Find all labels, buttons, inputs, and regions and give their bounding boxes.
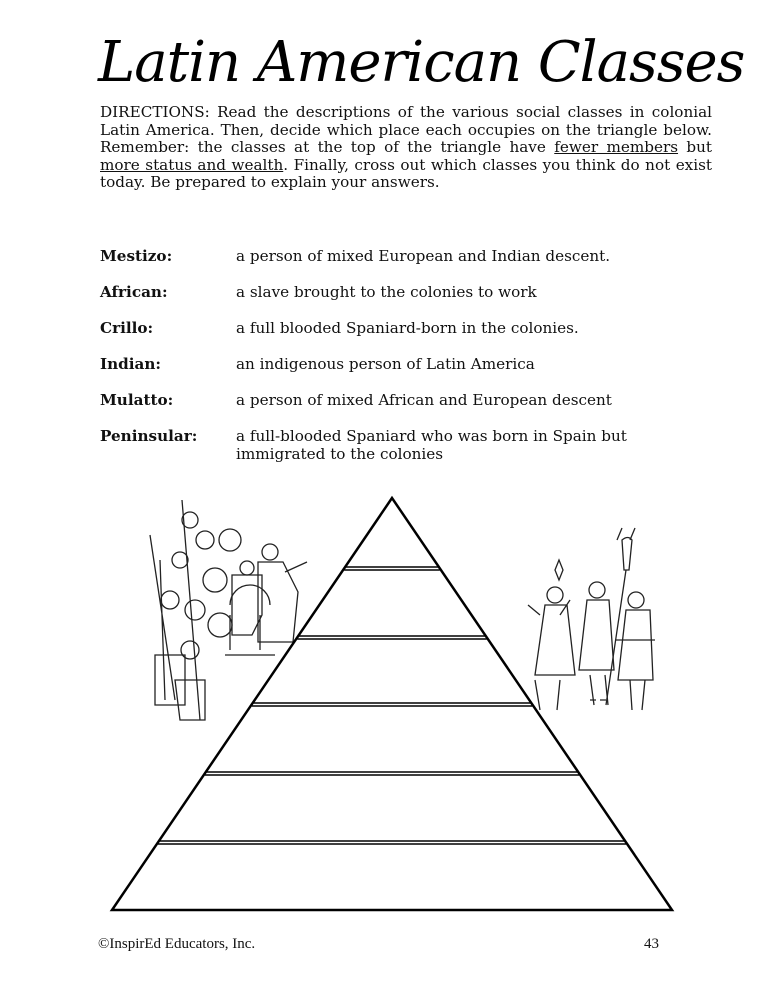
underlined-phrase: fewer members: [554, 138, 679, 156]
term: Mestizo:: [100, 247, 173, 265]
underlined-phrase: more status and wealth: [100, 155, 284, 174]
term: Peninsular:: [100, 427, 198, 445]
definition: a slave brought to the colonies to work: [236, 283, 537, 301]
definition: a person of mixed African and European descent: [236, 391, 612, 409]
term: African:: [100, 283, 168, 301]
term: Mulatto:: [100, 391, 174, 409]
directions-text: Read the descriptions of the various social classes in colonial Latin America. Then, decide which place each occupies on the triangle below. Remember: the classes at the top of the triangle have: [100, 103, 712, 156]
term: Indian:: [100, 355, 162, 373]
definition: an indigenous person of Latin America: [236, 355, 535, 373]
directions-label: DIRECTIONS:: [100, 103, 210, 121]
directions-text: . Finally, cross out which classes you think do not exist today. Be prepared to explain your answers.: [100, 155, 712, 191]
copyright: ©InspirEd Educators, Inc.: [98, 936, 256, 952]
pyramid-outline: [112, 498, 672, 910]
definition: a person of mixed European and Indian descent.: [236, 247, 611, 265]
page-title: Latin American Classes: [98, 30, 745, 95]
directions-text: but: [678, 138, 712, 156]
definition: a full blooded Spaniard-born in the colonies.: [236, 319, 579, 337]
definition: a full-blooded Spaniard who was born in Spain but immigrated to the colonies: [236, 427, 627, 463]
term: Crillo:: [100, 319, 154, 337]
page-number: 43: [644, 936, 659, 952]
indigenous-people-illustration: [528, 528, 655, 710]
